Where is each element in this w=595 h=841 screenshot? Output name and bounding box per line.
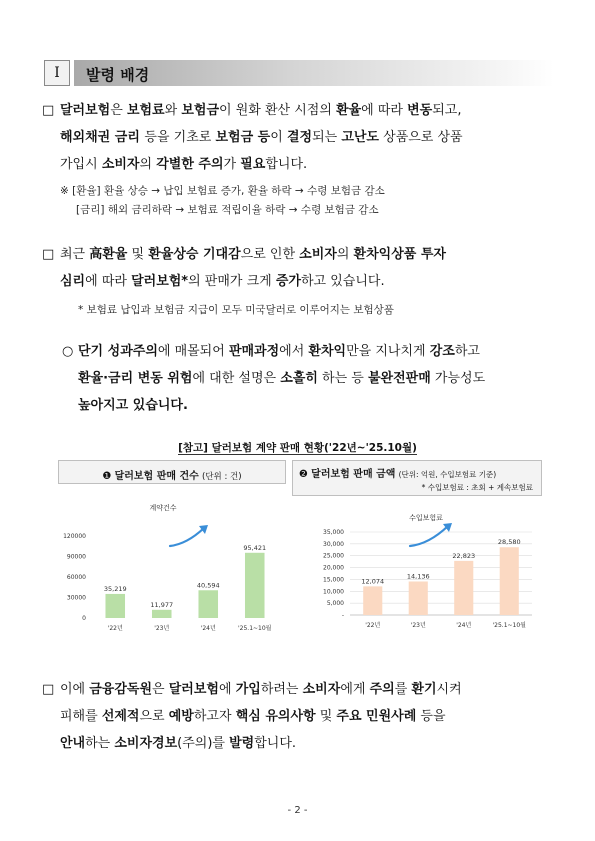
text-run: 하고자 — [193, 709, 236, 724]
text-run: 및 — [315, 709, 337, 724]
text-run: 를 — [394, 682, 412, 697]
paragraph-consumer-alert — [42, 676, 560, 757]
trend-arrow-icon — [410, 523, 452, 546]
text-run: 변동 — [407, 103, 433, 118]
text-run: 은 — [152, 682, 169, 697]
text-run: 환차익 — [308, 344, 347, 359]
chart-title: 계약건수 — [149, 504, 177, 512]
paragraph-line — [78, 338, 568, 365]
text-run: 환율상승 기대감 — [148, 247, 241, 262]
paragraph-line — [60, 730, 560, 757]
bar-value-label: 35,219 — [103, 584, 127, 593]
page-number: - 2 - — [287, 805, 308, 816]
text-run: 환율·금리 변동 위험 — [78, 371, 193, 386]
text-run: 가입 — [235, 682, 261, 697]
x-tick-label: '22년 — [107, 625, 123, 632]
text-run: 되는 — [312, 130, 342, 145]
text-run: 이에 — [60, 682, 90, 697]
bar-value-label: 40,594 — [196, 581, 220, 590]
text-run: 발령 — [229, 736, 255, 751]
text-run: 높아지고 있습니다. — [78, 398, 188, 413]
paragraph-line — [60, 97, 560, 124]
text-run: 에서 — [279, 344, 309, 359]
y-tick-label: 60000 — [66, 574, 86, 581]
text-run: 보험료 — [126, 103, 165, 118]
text-run: 하는 — [85, 736, 115, 751]
text-run: 주의 — [369, 682, 395, 697]
bar-value-label: 95,421 — [243, 543, 267, 552]
trend-arrow-icon — [170, 525, 208, 546]
bar — [363, 586, 382, 615]
paragraph-line — [60, 151, 560, 178]
paragraph-line — [60, 124, 560, 151]
text-run: 으로 인한 — [240, 247, 300, 262]
text-run: 환율 — [336, 103, 362, 118]
text-run: 단기 성과주의 — [78, 344, 158, 359]
left-panel-title: 달러보험 판매 건수 — [114, 471, 199, 482]
bar-value-label: 28,580 — [497, 538, 521, 547]
trend-arrow-shaft — [170, 528, 204, 546]
text-run: 高환율 — [89, 247, 128, 262]
bar — [105, 594, 125, 618]
text-run: 및 — [127, 247, 149, 262]
text-run: 되고, — [432, 103, 462, 118]
text-run: 결정 — [286, 130, 313, 145]
bar-value-label: 22,823 — [452, 551, 476, 560]
text-run: 최근 — [60, 247, 90, 262]
text-run: 금융감독원 — [89, 682, 153, 697]
text-run: 달러보험* — [131, 274, 189, 289]
bar — [454, 561, 473, 615]
text-run: 하는 등 — [317, 371, 368, 386]
text-run: 와 — [164, 103, 182, 118]
text-run: 등을 — [416, 709, 446, 724]
text-run: 합니다. — [265, 157, 308, 172]
text-run: 의 판매가 크게 — [188, 274, 276, 289]
y-tick-label: 120000 — [63, 533, 86, 540]
text-run: 달러보험 — [60, 103, 111, 118]
text-run: 선제적 — [101, 709, 140, 724]
y-tick-label: 20,000 — [323, 564, 344, 572]
bar-value-label: 12,074 — [361, 577, 385, 586]
text-run: 소비자 — [299, 247, 337, 262]
bar — [500, 547, 519, 615]
right-panel-subnote: * 수입보험료 : 초회 + 계속보험료 — [421, 483, 533, 492]
bar — [152, 610, 172, 618]
y-tick-label: 0 — [82, 615, 86, 622]
text-run: 상품으로 상품 — [379, 130, 463, 145]
circle-bullet: ○ — [62, 344, 74, 359]
section-title-bar — [74, 60, 554, 86]
text-run: 피해를 — [60, 709, 102, 724]
square-bullet: □ — [42, 103, 55, 118]
text-run: 가 — [223, 157, 241, 172]
x-tick-label: '24년 — [200, 625, 216, 632]
square-bullet: □ — [42, 682, 55, 697]
y-tick-label: 15,000 — [323, 576, 344, 584]
bar-value-label: 11,977 — [150, 600, 174, 609]
text-run: 가능성도 — [430, 371, 486, 386]
text-run: 이 — [270, 130, 287, 145]
paragraph-recent-increase — [42, 241, 560, 295]
text-run: 소비자 — [302, 682, 341, 697]
text-run: 에 따라 — [361, 103, 408, 118]
y-tick-label: 5,000 — [326, 600, 344, 608]
text-run: 이 원화 환산 시점의 — [219, 103, 337, 118]
right-panel-number: ❷ — [299, 469, 308, 480]
text-run: 각별한 주의 — [156, 157, 224, 172]
chart-premium-amount — [292, 498, 542, 636]
text-run: 소비자 — [101, 157, 140, 172]
text-run: 에 — [218, 682, 236, 697]
text-run: 증가 — [275, 274, 301, 289]
reference-title — [0, 440, 595, 455]
left-panel-unit: (단위 : 건) — [202, 472, 242, 482]
text-run: 보험금 — [181, 103, 220, 118]
text-run: 하고 — [454, 344, 480, 359]
x-tick-label: '23년 — [410, 622, 426, 629]
text-run: 심리 — [60, 274, 86, 289]
section-number: Ⅰ — [44, 60, 70, 86]
y-tick-label: 90000 — [66, 553, 86, 561]
note-exchange-rate: ※ [환율] 환율 상승 → 납입 보험료 증가, 환율 하락 → 수령 보험금 감소 — [60, 185, 385, 197]
x-tick-label: '24년 — [456, 622, 472, 629]
bar — [409, 581, 428, 615]
text-run: 예방 — [168, 709, 194, 724]
y-tick-label: 10,000 — [323, 588, 344, 596]
paragraph-line — [60, 676, 560, 703]
text-run: 해외채권 금리 — [60, 130, 145, 145]
reference-title-text: [참고] 달러보험 계약 판매 현황('22년~'25.10월) — [178, 442, 417, 454]
left-panel-header — [58, 460, 286, 484]
y-tick-label: 30,000 — [323, 540, 344, 548]
text-run: (주의)를 — [177, 736, 230, 751]
text-run: 필요 — [240, 157, 266, 172]
text-run: 보험금 등 — [215, 130, 271, 145]
text-run: 핵심 유의사항 — [235, 709, 316, 724]
paragraph-dollar-insurance-intro — [42, 97, 560, 178]
text-run: 에 매몰되어 — [157, 344, 229, 359]
right-panel-title: 달러보험 판매 금액 — [311, 469, 396, 480]
text-run: 등을 기초로 — [144, 130, 216, 145]
paragraph-line — [60, 241, 560, 268]
section-header — [44, 60, 554, 86]
text-run: 시켜 — [436, 682, 462, 697]
bar — [245, 553, 265, 618]
text-run: 환기 — [411, 682, 437, 697]
square-bullet: □ — [42, 247, 55, 262]
text-run: 판매과정 — [228, 344, 280, 359]
x-tick-label: '22년 — [365, 622, 381, 629]
text-run: 하려는 — [260, 682, 303, 697]
text-run: 고난도 — [341, 130, 379, 145]
text-run: 하고 있습니다. — [300, 274, 385, 289]
y-tick-label: 25,000 — [323, 552, 344, 560]
left-panel-number: ❶ — [102, 471, 112, 482]
bar-value-label: 14,136 — [406, 572, 430, 581]
bar — [198, 590, 218, 618]
x-tick-label: '23년 — [154, 625, 170, 632]
paragraph-mis-selling-risk — [62, 338, 568, 419]
text-run: 가입시 — [60, 157, 102, 172]
x-tick-label: '25.1~10월 — [492, 622, 526, 629]
chart-contract-count — [58, 488, 286, 636]
text-run: 달러보험 — [168, 682, 219, 697]
paragraph-line — [78, 392, 568, 419]
text-run: 소비자경보 — [114, 736, 178, 751]
text-run: 강조 — [429, 344, 455, 359]
y-tick-label: 30000 — [66, 594, 86, 602]
text-run: 환차익상품 투자 — [353, 247, 446, 262]
text-run: 은 — [110, 103, 127, 118]
note-definition: * 보험료 납입과 보험금 지급이 모두 미국달러로 이루어지는 보험상품 — [78, 304, 394, 316]
section-title: 발령 배경 — [86, 66, 150, 84]
y-tick-label: 35,000 — [323, 529, 344, 536]
paragraph-line — [60, 703, 560, 730]
paragraph-line — [78, 365, 568, 392]
text-run: 에 따라 — [85, 274, 132, 289]
paragraph-line — [60, 268, 560, 295]
trend-arrow-shaft — [410, 526, 448, 546]
text-run: 의 — [139, 157, 157, 172]
text-run: 합니다. — [254, 736, 297, 751]
chart-title: 수입보험료 — [409, 514, 443, 522]
y-tick-label: - — [341, 612, 344, 619]
text-run: 에 대한 설명은 — [192, 371, 281, 386]
right-panel-unit: (단위: 억원, 수입보험료 기준) — [398, 470, 497, 479]
text-run: 의 — [336, 247, 354, 262]
text-run: 안내 — [60, 736, 86, 751]
text-run: 만을 지나치게 — [346, 344, 430, 359]
text-run: 으로 — [139, 709, 169, 724]
right-panel-header — [292, 460, 542, 496]
text-run: 에게 — [340, 682, 370, 697]
text-run: 불완전판매 — [367, 371, 431, 386]
text-run: 소홀히 — [280, 371, 318, 386]
note-interest-rate: [금리] 해외 금리하락 → 보험료 적립이율 하락 → 수령 보험금 감소 — [76, 204, 379, 216]
x-tick-label: '25.1~10월 — [238, 625, 272, 632]
text-run: 주요 민원사례 — [336, 709, 417, 724]
